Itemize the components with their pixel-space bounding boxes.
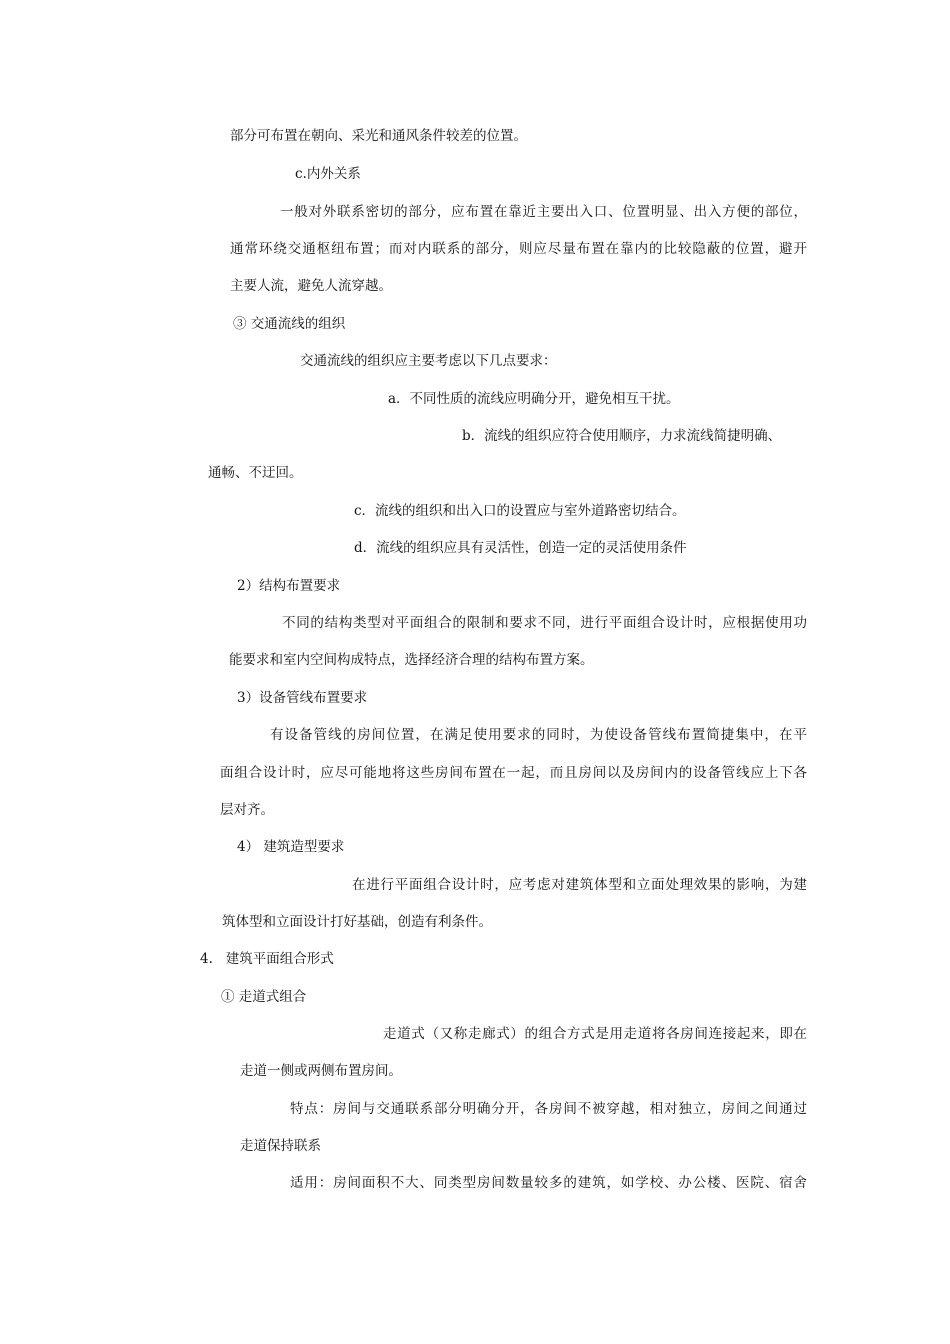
- text-line: 主要人流，避免人流穿越。: [230, 278, 392, 294]
- text-line: 4） 建筑造型要求: [237, 839, 345, 855]
- text-line: 面组合设计时，应尽可能地将这些房间布置在一起，而且房间以及房间内的设备管线应上下各: [220, 765, 807, 781]
- text-line: 走道一侧或两侧布置房间。: [240, 1063, 402, 1079]
- text-line: d．流线的组织应具有灵活性，创造一定的灵活使用条件: [354, 540, 687, 556]
- text-line: c.内外关系: [295, 166, 361, 182]
- text-line: 走道保持联系: [240, 1138, 321, 1154]
- text-line: 一般对外联系密切的部分，应布置在靠近主要出入口、位置明显、出入方便的部位，: [280, 204, 807, 220]
- text-line: b．流线的组织应符合使用顺序，力求流线简捷明确、: [462, 428, 782, 444]
- text-line: 适用：房间面积不大、同类型房间数量较多的建筑，如学校、办公楼、医院、宿舍: [290, 1175, 807, 1191]
- text-line: 不同的结构类型对平面组合的限制和要求不同，进行平面组合设计时，应根据使用功: [282, 615, 807, 631]
- text-line: 通常环绕交通枢纽布置；而对内联系的部分，则应尽量布置在靠内的比较隐蔽的位置，避开: [230, 241, 807, 257]
- text-line: 在进行平面组合设计时，应考虑对建筑体型和立面处理效果的影响，为建: [352, 877, 807, 893]
- text-line: 层对齐。: [220, 802, 274, 818]
- section-heading: 4. 建筑平面组合形式: [200, 951, 334, 967]
- text-line: 走道式（又称走廊式）的组合方式是用走道将各房间连接起来，即在: [383, 1026, 807, 1042]
- text-line: 2）结构布置要求: [237, 578, 341, 594]
- text-line: 3）设备管线布置要求: [237, 690, 368, 706]
- text-line: ③ 交通流线的组织: [233, 316, 346, 332]
- text-line: 能要求和室内空间构成特点，选择经济合理的结构布置方案。: [229, 652, 594, 668]
- text-line: 筑体型和立面设计打好基础，创造有利条件。: [222, 914, 492, 930]
- text-line: 通畅、不迂回。: [208, 465, 303, 481]
- text-line: c．流线的组织和出入口的设置应与室外道路密切结合。: [354, 503, 686, 519]
- text-line: a．不同性质的流线应明确分开，避免相互干扰。: [388, 391, 680, 407]
- text-line: 有设备管线的房间位置，在满足使用要求的同时，为使设备管线布置简捷集中，在平: [270, 727, 807, 743]
- text-line: 特点：房间与交通联系部分明确分开，各房间不被穿越，相对独立，房间之间通过: [290, 1101, 807, 1117]
- text-line: 交通流线的组织应主要考虑以下几点要求：: [300, 353, 557, 369]
- text-line: ① 走道式组合: [221, 989, 307, 1005]
- text-line: 部分可布置在朝向、采光和通风条件较差的位置。: [230, 128, 527, 144]
